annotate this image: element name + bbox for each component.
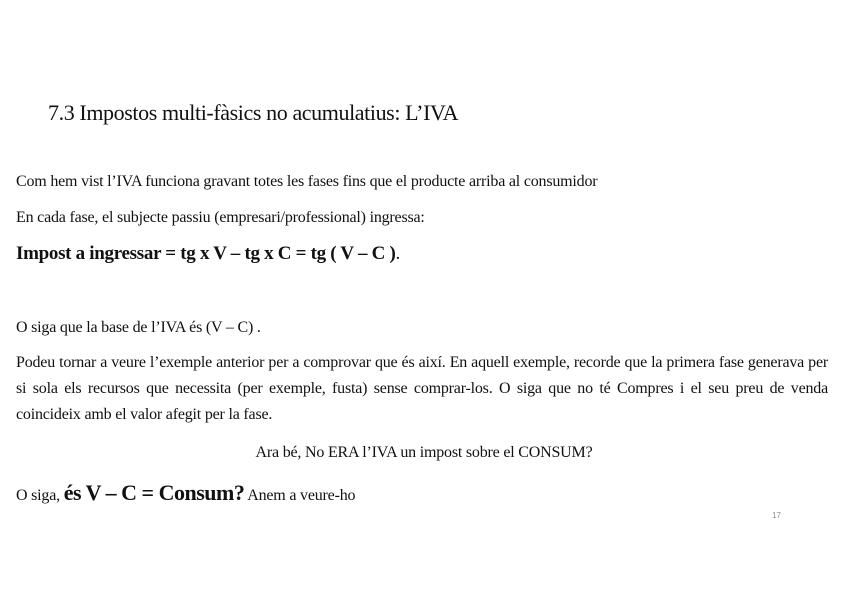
formula-text: Impost a ingressar = tg x V – tg x C = tg ( V – C ) [16,243,396,264]
slide-title: 7.3 Impostos multi-fàsics no acumulatius: L’IVA [48,100,459,125]
intro-line: Com hem vist l’IVA funciona gravant totes les fases fins que el producte arriba al consumidor [16,173,598,190]
phase-line: En cada fase, el subjecte passiu (empresari/professional) ingressa: [16,209,425,226]
formula-period: . [395,243,400,264]
conclusion-line [16,479,355,510]
example-paragraph: Podeu tornar a veure l’exemple anterior per a comprovar que és així. En aquell exemple, recorde que la primera fase generava per si sola els recursos que necessita (per exemple, fusta) sense comprar-los. O siga que no té Compres i el seu preu de venda coincideix amb el valor afegit per la fase. [16,354,828,423]
conclusion-equation: és V – C = Consum? [63,480,245,505]
question-line: Ara bé, No ERA l’IVA un impost sobre el CONSUM? [255,444,593,461]
base-line: O siga que la base de l’IVA és (V – C) . [16,319,261,336]
conclusion-suffix: Anem a veure-ho [244,487,356,504]
conclusion-prefix: O siga, [16,487,64,504]
page-number: 17 [772,511,781,520]
formula-line [16,241,826,267]
